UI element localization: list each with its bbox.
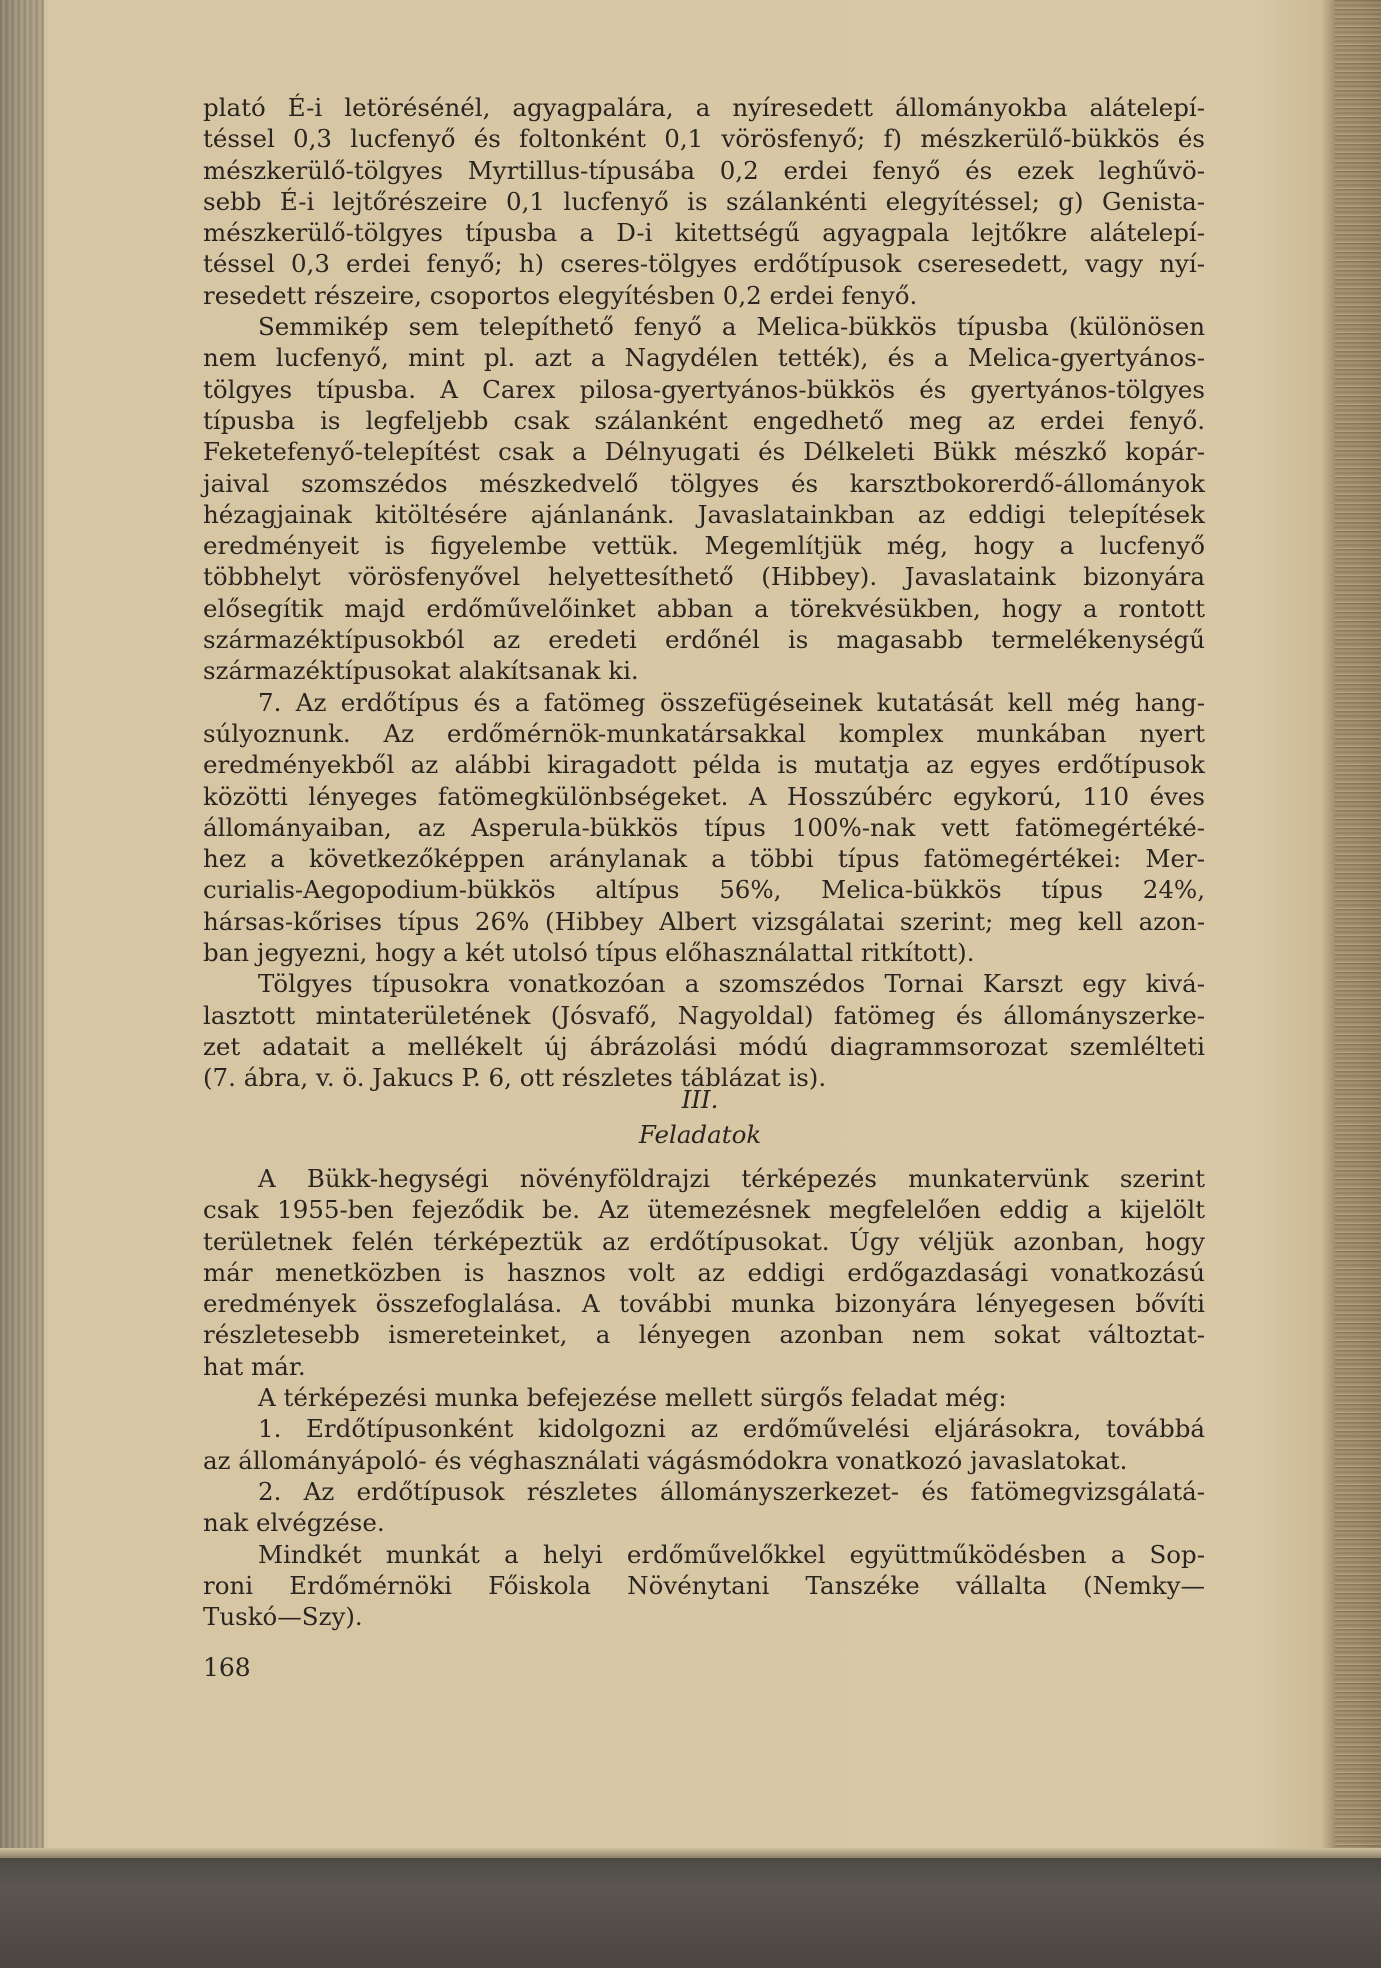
text-line: roni Erdőmérnöki Főiskola Növénytani Tanszéke vállalta (Nemky— [203, 1570, 1205, 1600]
text-line: ban jegyezni, hogy a két utolsó típus előhasználattal ritkított). [203, 938, 975, 968]
page-shadow [1321, 0, 1335, 1968]
text-line: curialis-Aegopodium-bükkös altípus 56%, Melica-bükkös típus 24%, [203, 875, 1205, 905]
upper-body-text [203, 92, 1205, 1094]
text-line: lasztott mintaterületének (Jósvafő, Nagyoldal) fatömeg és állományszerke- [203, 1000, 1205, 1030]
section-number: III. [681, 1085, 719, 1114]
text-line: Tuskó—Szy). [203, 1602, 363, 1632]
paragraph-3 [203, 687, 1205, 969]
paragraph-2 [203, 311, 1205, 687]
text-line: csak 1955-ben fejeződik be. Az ütemezésnek megfelelően eddig a kijelölt [203, 1195, 1205, 1225]
text-line: téssel 0,3 erdei fenyő; h) cseres-tölgyes erdőtípusok cseresedett, vagy nyí- [203, 249, 1205, 279]
page-number: 168 [203, 1653, 251, 1682]
text-line: 2. Az erdőtípusok részletes állományszerkezet- és fatömegvizsgálatá- [258, 1476, 1205, 1506]
paragraph-6 [203, 1382, 1205, 1413]
text-line: mészkerülő-tölgyes Myrtillus-típusába 0,2 erdei fenyő és ezek leghűvö- [203, 155, 1205, 185]
book-fore-edge [1335, 0, 1381, 1968]
text-line: nem lucfenyő, mint pl. azt a Nagydélen tették), és a Melica-gyertyános- [203, 343, 1205, 373]
text-line: resedett részeire, csoportos elegyítésben 0,2 erdei fenyő. [203, 280, 918, 310]
text-line: Tölgyes típusokra vonatkozóan a szomszédos Tornai Karszt egy kivá- [258, 969, 1205, 999]
text-line: Semmikép sem telepíthető fenyő a Melica-bükkös típusba (különösen [258, 312, 1205, 342]
text-line: sebb É-i lejtőrészeire 0,1 lucfenyő is szálankénti elegyítéssel; g) Genista- [203, 186, 1205, 216]
scan-background-bottom [0, 1858, 1381, 1968]
text-line: plató É-i letörésénél, agyagpalára, a nyíresedett állományokba alátelepí- [203, 93, 1205, 122]
text-line: jaival szomszédos mészkedvelő tölgyes és karsztbokorerdő-állományok [203, 468, 1205, 498]
text-line: Mindkét munkát a helyi erdőművelőkkel együttműködésben a Sop- [258, 1539, 1205, 1569]
text-line: közötti lényeges fatömegkülönbségeket. A Hosszúbérc egykorú, 110 éves [203, 781, 1205, 811]
page-bottom-border [0, 1848, 1381, 1858]
paragraph-7 [203, 1413, 1205, 1476]
text-line: (7. ábra, v. ö. Jakucs P. 6, ott részletes táblázat is). [203, 1063, 827, 1093]
text-line: többhelyt vörösfenyővel helyettesíthető (Hibbey). Javaslataink bizonyára [203, 562, 1205, 592]
text-line: hársas-kőrises típus 26% (Hibbey Albert vizsgálatai szerint; meg kell azon- [203, 906, 1205, 936]
text-line: típusba is legfeljebb csak szálanként engedhető meg az erdei fenyő. [203, 405, 1205, 435]
text-line: 1. Erdőtípusonként kidolgozni az erdőművelési eljárásokra, továbbá [258, 1414, 1205, 1444]
text-line: 7. Az erdőtípus és a fatömeg összefügéseinek kutatását kell még hang- [258, 687, 1205, 717]
text-line: nak elvégzése. [203, 1508, 385, 1538]
text-line: származéktípusokból az eredeti erdőnél is magasabb termelékenységű [203, 625, 1205, 655]
text-line: Feketefenyő-telepítést csak a Délnyugati és Délkeleti Bükk mészkő kopár- [203, 437, 1205, 467]
paragraph-8 [203, 1476, 1205, 1539]
paragraph-9 [203, 1539, 1205, 1633]
text-line: állományaiban, az Asperula-bükkös típus 100%-nak vett fatömegértéké- [203, 812, 1205, 842]
text-line: téssel 0,3 lucfenyő és foltonként 0,1 vörösfenyő; f) mészkerülő-bükkös és [203, 124, 1205, 154]
text-line: részletesebb ismereteinket, a lényegen azonban nem sokat változtat- [203, 1320, 1205, 1350]
paragraph-5 [203, 1163, 1205, 1382]
text-line: eredményeit is figyelembe vettük. Megemlítjük még, hogy a lucfenyő [203, 531, 1205, 561]
text-line: hez a következőképpen aránylanak a többi típus fatömegértékei: Mer- [203, 844, 1205, 874]
text-line: zet adatait a mellékelt új ábrázolási módú diagrammsorozat szemlélteti [203, 1031, 1205, 1061]
text-line: eredmények összefoglalása. A további munka bizonyára lényegesen bővíti [203, 1289, 1205, 1319]
text-line: súlyoznunk. Az erdőmérnök-munkatársakkal komplex munkában nyert [203, 718, 1205, 748]
book-gutter-edge [0, 0, 44, 1968]
text-line: már menetközben is hasznos volt az eddigi erdőgazdasági vonatkozású [203, 1257, 1205, 1287]
text-line: eredményekből az alábbi kiragadott példa is mutatja az egyes erdőtípusok [203, 750, 1205, 780]
text-line: területnek felén térképeztük az erdőtípusokat. Úgy véljük azonban, hogy [203, 1226, 1205, 1256]
paragraph-4 [203, 968, 1205, 1093]
lower-body-text [203, 1163, 1205, 1632]
text-line: származéktípusokat alakítsanak ki. [203, 656, 639, 686]
text-line: hézagjainak kitöltésére ajánlanánk. Javaslatainkban az eddigi telepítések [203, 499, 1205, 529]
text-line: az állományápoló- és véghasználati vágásmódokra vonatkozó javaslatokat. [203, 1445, 1128, 1475]
paragraph-1 [203, 92, 1205, 311]
section-title: Feladatok [638, 1120, 762, 1149]
text-line: A térképezési munka befejezése mellett sürgős feladat még: [258, 1383, 1007, 1413]
text-line: A Bükk-hegységi növényföldrajzi térképezés munkatervünk szerint [258, 1164, 1205, 1193]
text-line: tölgyes típusba. A Carex pilosa-gyertyános-bükkös és gyertyános-tölgyes [203, 374, 1205, 404]
text-line: elősegítik majd erdőművelőinket abban a törekvésükben, hogy a rontott [203, 593, 1205, 623]
text-line: hat már. [203, 1351, 306, 1381]
text-line: mészkerülő-tölgyes típusba a D-i kitettségű agyagpala lejtőkre alátelepí- [203, 218, 1205, 248]
